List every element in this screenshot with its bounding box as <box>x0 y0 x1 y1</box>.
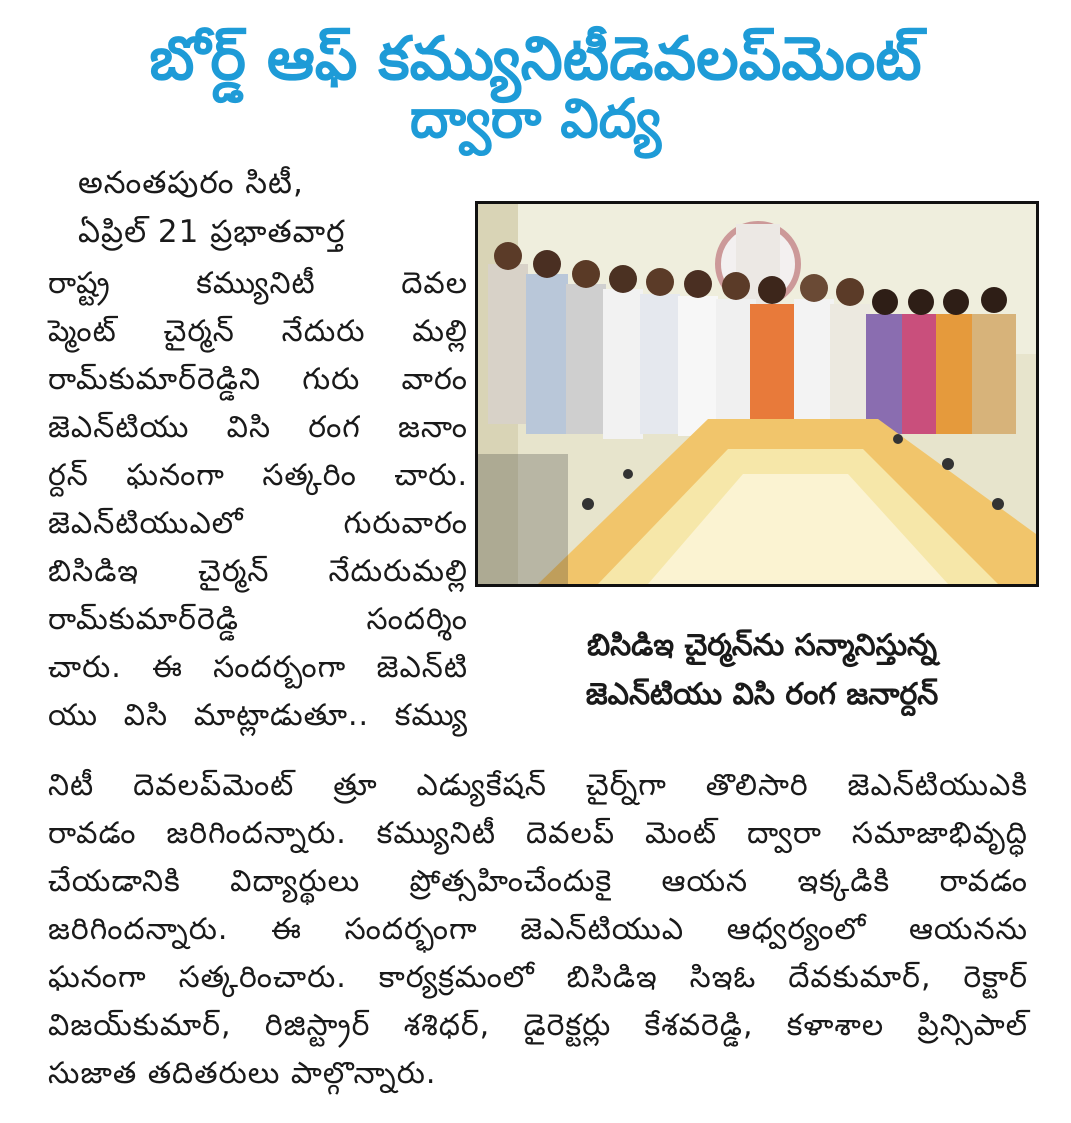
body-line: రామ్‌కుమార్‌రెడ్డి సందర్శిం <box>48 602 468 637</box>
body-line: రామ్‌కుమార్‌రెడ్డిని గురు వారం <box>48 362 468 397</box>
dateline-place: అనంతపురం సిటీ, <box>78 165 304 201</box>
photo-illustration <box>478 204 1036 584</box>
headline-line-1: బోర్డ్ ఆఫ్ కమ్యునిటీడెవలప్‌మెంట్ <box>149 24 922 94</box>
body-line: విజయ్‌కుమార్, రిజిస్ట్రార్ శశిధర్, డైరెక్టర్లు కేశవరెడ్డి, కళాశాల ప్రిన్సిపాల్ <box>48 1008 1028 1043</box>
article-column <box>48 260 468 740</box>
body-line: యు విసి మాట్లాడుతూ.. కమ్యు <box>48 698 468 733</box>
body-line: చేయడానికి విద్యార్థులు ప్రోత్సహించేందుకై ఆయన ఇక్కడికి రావడం <box>48 864 1028 899</box>
body-line: రాష్ట్ర కమ్యునిటీ దెవల <box>48 266 468 301</box>
headline-line-2: ద్వారా విద్య <box>409 87 662 150</box>
body-line: బిసిడిఇ చైర్మన్ నేదురుమల్లి <box>48 554 468 589</box>
article-wide-text <box>48 762 1028 1098</box>
body-line: జెఎన్‌టియుఎలో గురువారం <box>48 506 468 541</box>
body-line: చారు. ఈ సందర్బంగా జెఎన్‌టి <box>48 650 468 685</box>
body-line: జెఎన్‌టియు విసి రంగ జనాం <box>48 410 468 445</box>
photo-caption-line-1: బిసిడిఇ చైర్మన్‌ను సన్మానిస్తున్న <box>586 628 938 663</box>
body-line: ఘనంగా సత్కరించారు. కార్యక్రమంలో బిసిడిఇ సిఇఓ దేవకుమార్, రెక్టార్ <box>48 960 1028 995</box>
dateline-date: ఏప్రిల్ 21 ప్రభాతవార్త <box>78 214 346 250</box>
body-line: ర్దన్ ఘనంగా సత్కరిం చారు. <box>48 458 468 493</box>
body-line: ప్మెంట్ చైర్మన్ నేదురు మల్లి <box>48 314 468 349</box>
photo-caption-line-2: జెఎన్‌టియు విసి రంగ జనార్దన్ <box>585 677 939 712</box>
body-line: సుజాత తదితరులు పాల్గొన్నారు. <box>48 1056 437 1091</box>
body-line: జరిగిందన్నారు. ఈ సందర్భంగా జెఎన్‌టియుఎ ఆధ్వర్యంలో ఆయనను <box>48 912 1028 947</box>
headline <box>0 24 1071 150</box>
news-photo <box>475 201 1039 587</box>
body-line: నిటీ దెవలప్‌మెంట్ త్రూ ఎడ్యుకేషన్ చైర్న్‌గా తొలిసారి జెఎన్‌టియుఎకి <box>48 768 1028 803</box>
body-line: రావడం జరిగిందన్నారు. కమ్యునిటీ దెవలప్ మెంట్ ద్వారా సమాజాభివృద్ధి <box>48 816 1028 851</box>
